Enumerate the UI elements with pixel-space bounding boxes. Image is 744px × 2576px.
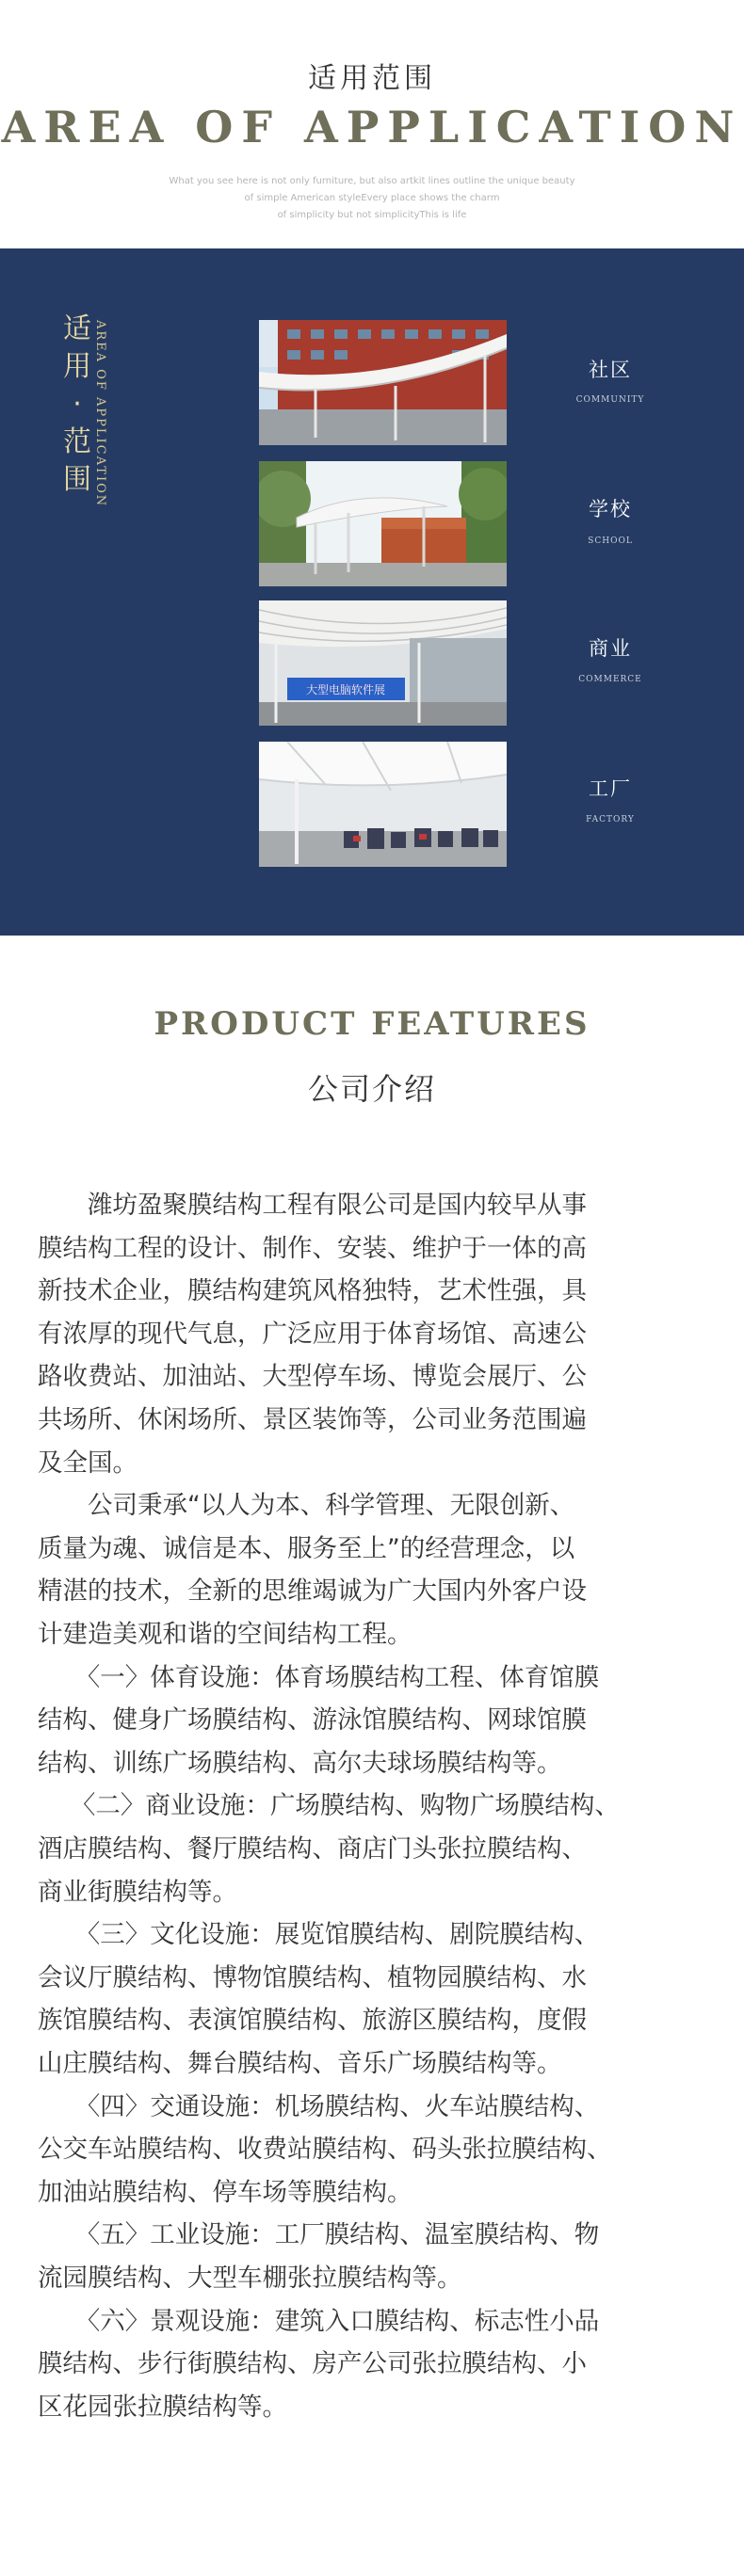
intro-line: 加油站膜结构、停车场等膜结构。 <box>38 2177 412 2207</box>
section-title-en: AREA OF APPLICATION <box>1 102 743 152</box>
category-community-en: COMMUNITY <box>575 395 645 405</box>
intro-line: 〈一〉体育设施：体育场膜结构工程、体育馆膜 <box>38 1662 600 1692</box>
vertical-title-en: AREA OF APPLICATION <box>93 320 107 508</box>
intro-line: 路收费站、加油站、大型停车场、博览会展厅、公 <box>38 1362 587 1392</box>
intro-line: 计建造美观和谐的空间结构工程。 <box>38 1620 412 1649</box>
factory-canopy-photo <box>259 742 507 867</box>
intro-line: 新技术企业，膜结构建筑风格独特，艺术性强，具 <box>38 1276 587 1306</box>
commerce-canopy-photo <box>259 600 507 726</box>
intro-line: 及全国。 <box>38 1448 137 1478</box>
section-title-cn: 适用范围 <box>308 62 436 95</box>
intro-line: 共场所、休闲场所、景区装饰等，公司业务范围遍 <box>38 1405 587 1434</box>
intro-line: 族馆膜结构、表演馆膜结构、旅游区膜结构，度假 <box>38 2006 587 2036</box>
vertical-title-char: 适 <box>63 312 91 345</box>
intro-line: 有浓厚的现代气息，广泛应用于体育场馆、高速公 <box>38 1319 587 1349</box>
intro-line: 山庄膜结构、舞台膜结构、音乐广场膜结构等。 <box>38 2049 562 2078</box>
banner-text: 大型电脑软件展 <box>305 683 386 696</box>
intro-line: 潍坊盈聚膜结构工程有限公司是国内较早从事 <box>38 1191 587 1220</box>
intro-line: 〈五〉工业设施：工厂膜结构、温室膜结构、物 <box>38 2220 600 2250</box>
subtitle-line-3: of simplicity but not simplicityThis is life <box>277 210 467 220</box>
intro-line: 公司秉承“以人为本、科学管理、无限创新、 <box>38 1491 575 1521</box>
intro-line: 结构、健身广场膜结构、游泳馆膜结构、网球馆膜 <box>38 1705 587 1736</box>
vertical-title-chars <box>60 311 94 499</box>
intro-line: 流园膜结构、大型车棚张拉膜结构等。 <box>38 2264 462 2293</box>
category-school-cn: 学校 <box>589 498 632 520</box>
subtitle-line-2: of simple American styleEvery place shows the charm <box>244 193 500 203</box>
intro-line: 区花园张拉膜结构等。 <box>38 2392 287 2422</box>
intro-line: 质量为魂、诚信是本、服务至上”的经营理念，以 <box>38 1533 575 1563</box>
intro-line: 〈四〉交通设施：机场膜结构、火车站膜结构、 <box>38 2091 600 2121</box>
intro-line: 膜结构、步行街膜结构、房产公司张拉膜结构、小 <box>38 2349 587 2379</box>
intro-line: 商业街膜结构等。 <box>38 1877 237 1907</box>
subtitle-line-1: What you see here is not only furniture, but also artkit lines outline the unique beauty <box>169 176 575 186</box>
intro-line: 〈六〉景观设施：建筑入口膜结构、标志性小品 <box>38 2306 600 2336</box>
community-canopy-photo <box>259 320 507 445</box>
features-title-cn: 公司介绍 <box>307 1071 436 1107</box>
intro-line: 〈二〉商业设施：广场膜结构、购物广场膜结构、 <box>38 1791 620 1821</box>
category-commerce-cn: 商业 <box>589 637 632 660</box>
intro-line: 酒店膜结构、餐厅膜结构、商店门头张拉膜结构、 <box>38 1834 587 1864</box>
category-commerce-en: COMMERCE <box>578 675 642 684</box>
intro-line: 会议厅膜结构、博物馆膜结构、植物园膜结构、水 <box>38 1962 587 1992</box>
vertical-title-char: 范 <box>63 425 91 458</box>
intro-line: 公交车站膜结构、收费站膜结构、码头张拉膜结构、 <box>38 2135 612 2165</box>
features-title-en: PRODUCT FEATURES <box>154 1005 590 1043</box>
intro-line: 结构、训练广场膜结构、高尔夫球场膜结构等。 <box>38 1748 562 1778</box>
intro-line: 〈三〉文化设施：展览馆膜结构、剧院膜结构、 <box>38 1920 600 1950</box>
school-canopy-photo <box>259 461 507 586</box>
intro-line: 精湛的技术，全新的思维竭诚为广大国内外客户设 <box>38 1576 587 1607</box>
vertical-title-char: · <box>73 388 82 421</box>
vertical-title-cn <box>60 311 94 499</box>
category-factory-cn: 工厂 <box>589 777 632 800</box>
vertical-title-char: 用 <box>63 350 91 383</box>
category-factory-en: FACTORY <box>586 815 635 824</box>
vertical-title-char: 围 <box>63 463 91 496</box>
intro-line: 膜结构工程的设计、制作、安装、维护于一体的高 <box>38 1233 587 1263</box>
category-school-en: SCHOOL <box>588 536 633 546</box>
category-community-cn: 社区 <box>589 359 632 381</box>
